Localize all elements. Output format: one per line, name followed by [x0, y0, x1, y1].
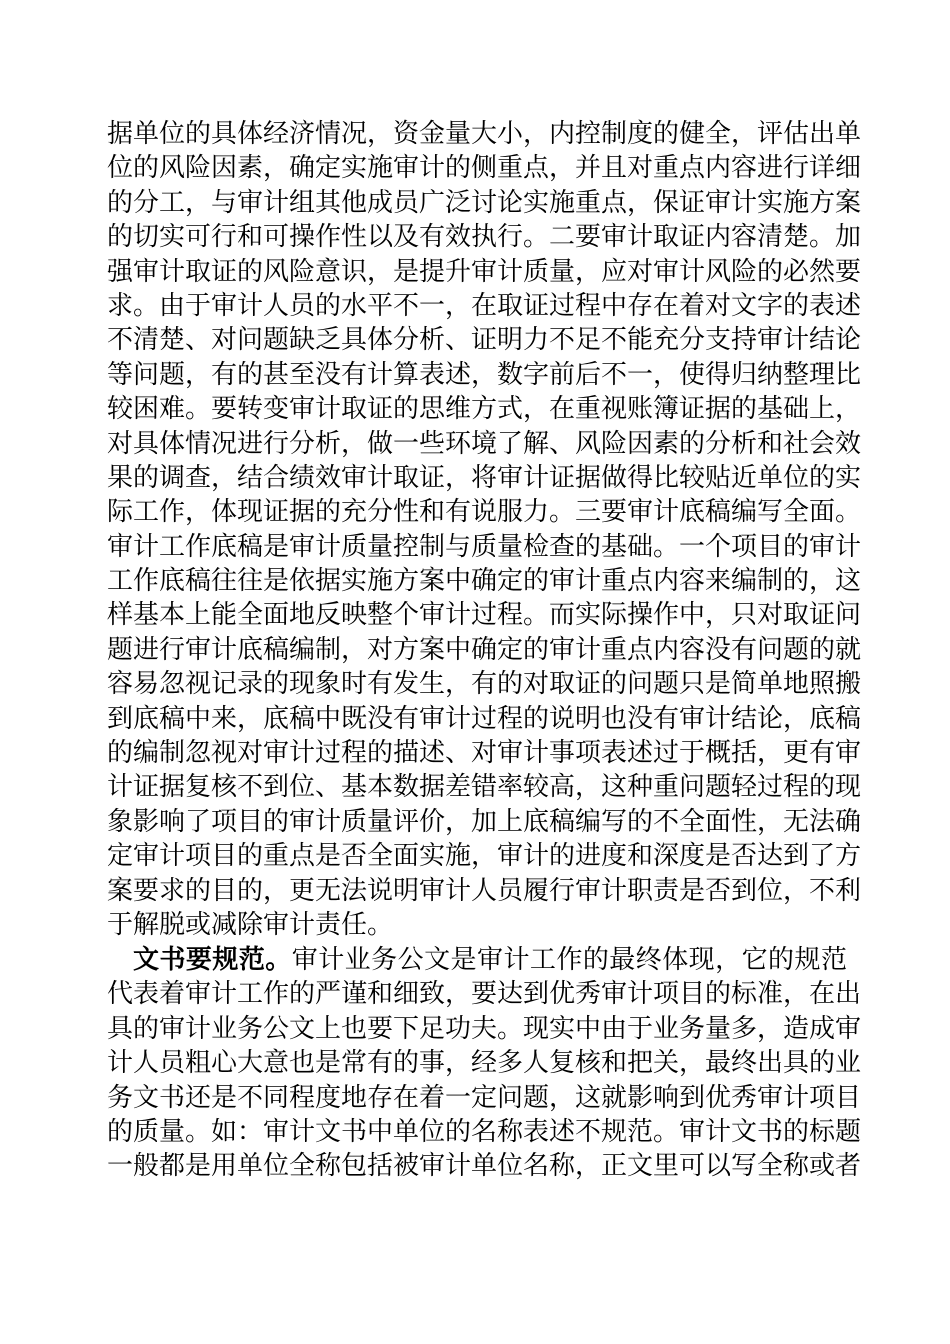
text-line: 代表着审计工作的严谨和细致，要达到优秀审计项目的标准，在出: [107, 979, 862, 1010]
text-line: 的切实可行和可操作性以及有效执行。二要审计取证内容清楚。加: [107, 222, 862, 253]
text-line: 等问题，有的甚至没有计算表述，数字前后不一，使得归纳整理比: [107, 359, 862, 390]
text-line: 计证据复核不到位、基本数据差错率较高，这种重问题轻过程的现: [107, 772, 862, 803]
paragraph-2-first-line-text: 审计业务公文是审计工作的最终体现，它的规范: [291, 945, 847, 975]
text-line: 定审计项目的重点是否全面实施，审计的进度和深度是否达到了方: [107, 841, 862, 872]
text-line: 象影响了项目的审计质量评价，加上底稿编写的不全面性，无法确: [107, 806, 862, 837]
text-line: 际工作，体现证据的充分性和有说服力。三要审计底稿编写全面。: [107, 497, 862, 528]
text-line: 的编制忽视对审计过程的描述、对审计事项表述过于概括，更有审: [107, 738, 862, 769]
text-line: 不清楚、对问题缺乏具体分析、证明力不足不能充分支持审计结论: [107, 325, 862, 356]
text-line: 容易忽视记录的现象时有发生，有的对取证的问题只是简单地照搬: [107, 669, 862, 700]
text-line: 题进行审计底稿编制，对方案中确定的审计重点内容没有问题的就: [107, 634, 862, 665]
text-line: 果的调查，结合绩效审计取证，将审计证据做得比较贴近单位的实: [107, 462, 862, 493]
paragraph-2-first-line: [107, 943, 847, 977]
text-line: 务文书还是不同程度地存在着一定问题，这就影响到优秀审计项目: [107, 1082, 862, 1113]
text-line: 对具体情况进行分析，做一些环境了解、风险因素的分析和社会效: [107, 428, 862, 459]
text-line: 计人员粗心大意也是常有的事，经多人复核和把关，最终出具的业: [107, 1048, 862, 1079]
text-line: 较困难。要转变审计取证的思维方式，在重视账簿证据的基础上，: [107, 394, 862, 425]
text-line: 审计工作底稿是审计质量控制与质量检查的基础。一个项目的审计: [107, 531, 862, 562]
text-line: 于解脱或减除审计责任。: [107, 909, 394, 940]
text-line: 一般都是用单位全称包括被审计单位名称，正文里可以写全称或者: [107, 1151, 862, 1182]
section-heading: 文书要规范。: [133, 945, 292, 975]
text-line: 求。由于审计人员的水平不一，在取证过程中存在着对文字的表述: [107, 290, 862, 321]
body-paragraph-1: [107, 117, 862, 942]
body-paragraph-2: [107, 943, 862, 1184]
text-line: 具的审计业务公文上也要下足功夫。现实中由于业务量多，造成审: [107, 1013, 862, 1044]
text-line: 的质量。如：审计文书中单位的名称表述不规范。审计文书的标题: [107, 1116, 862, 1147]
text-line: 到底稿中来，底稿中既没有审计过程的说明也没有审计结论，底稿: [107, 703, 862, 734]
text-line: 样基本上能全面地反映整个审计过程。而实际操作中，只对取证问: [107, 600, 862, 631]
text-line: 位的风险因素，确定实施审计的侧重点，并且对重点内容进行详细: [107, 153, 862, 184]
text-line: 案要求的目的，更无法说明审计人员履行审计职责是否到位，不利: [107, 875, 862, 906]
text-line: 强审计取证的风险意识，是提升审计质量，应对审计风险的必然要: [107, 256, 862, 287]
text-line: 据单位的具体经济情况，资金量大小，内控制度的健全，评估出单: [107, 119, 862, 149]
text-line: 的分工，与审计组其他成员广泛讨论实施重点，保证审计实施方案: [107, 187, 862, 218]
text-line: 工作底稿往往是依据实施方案中确定的审计重点内容来编制的，这: [107, 566, 862, 597]
